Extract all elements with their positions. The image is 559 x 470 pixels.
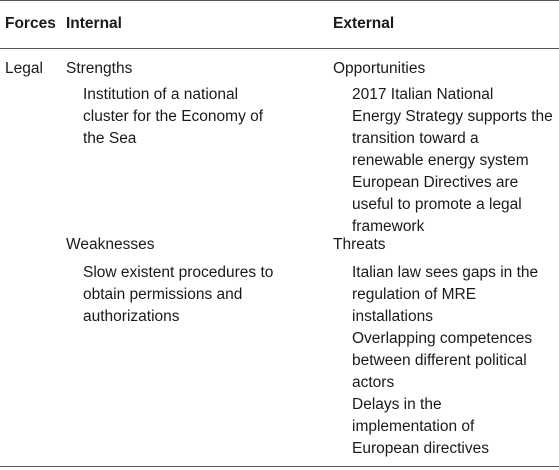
threats-label: Threats [333,236,386,253]
header-forces: Forces [5,15,56,32]
opportunities-line: framework [352,218,425,235]
opportunities-line: 2017 Italian National [352,86,494,103]
threats-text [352,262,538,460]
opportunities-line: Energy Strategy supports the [352,108,553,125]
force-label: Legal [5,60,43,77]
opportunities-line: transition toward a [352,130,479,147]
opportunities-label: Opportunities [333,60,426,77]
opportunities-text [352,84,553,238]
threats-line: installations [352,308,433,325]
opportunities-line: renewable energy system [352,152,529,169]
weaknesses-text [83,262,273,328]
table-top-rule [0,0,559,1]
strengths-line: Institution of a national [83,86,239,103]
header-external: External [333,15,395,32]
threats-line: Italian law sees gaps in the [352,264,539,281]
strengths-label: Strengths [66,60,133,77]
weaknesses-line: obtain permissions and [83,286,243,303]
threats-line: actors [352,374,395,391]
strengths-text [83,84,263,150]
strengths-line: cluster for the Economy of [83,108,264,125]
threats-line: Overlapping competences [352,330,533,347]
weaknesses-line: authorizations [83,308,180,325]
table-bottom-rule [0,466,559,467]
opportunities-line: European Directives are [352,174,519,191]
opportunities-line: useful to promote a legal [352,196,522,213]
weaknesses-line: Slow existent procedures to [83,264,274,281]
threats-line: regulation of MRE [352,286,477,303]
weaknesses-label: Weaknesses [66,236,155,253]
strengths-line: the Sea [83,130,137,147]
table-header-rule [0,48,559,49]
threats-line: implementation of [352,418,475,435]
threats-line: European directives [352,440,489,457]
threats-line: Delays in the [352,396,442,413]
header-internal: Internal [66,15,122,32]
threats-line: between different political [352,352,527,369]
